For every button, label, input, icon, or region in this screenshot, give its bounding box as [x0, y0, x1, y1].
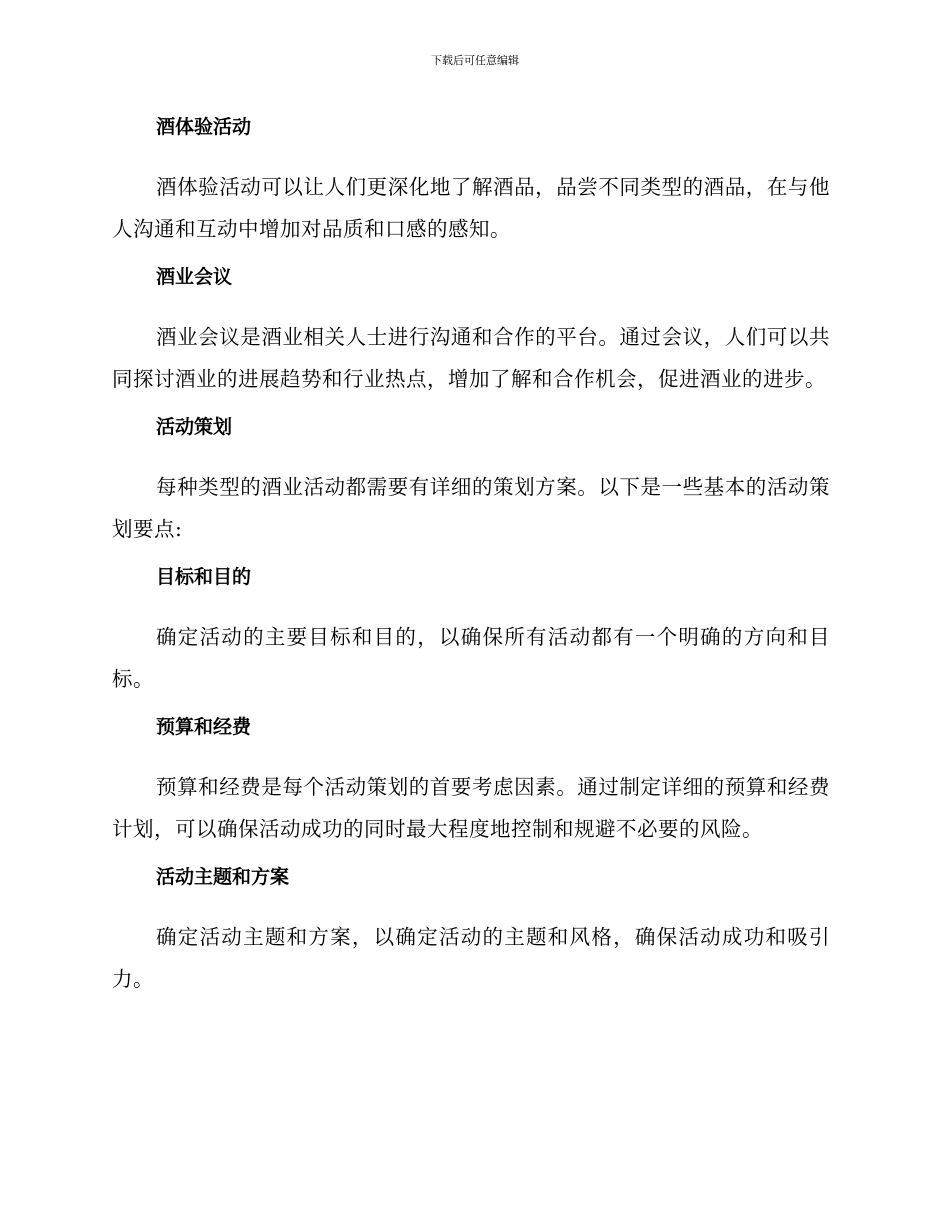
section-paragraph: 每种类型的酒业活动都需要有详细的策划方案。以下是一些基本的活动策划要点:: [112, 475, 830, 541]
section-heading: 目标和目的: [156, 566, 252, 588]
section-heading: 酒体验活动: [156, 116, 252, 138]
section-heading: 预算和经费: [156, 716, 252, 738]
section-paragraph: 确定活动主题和方案，以确定活动的主题和风格，确保活动成功和吸引力。: [112, 925, 830, 991]
page-header: 下载后可任意编辑: [431, 54, 519, 67]
section-paragraph: 酒业会议是酒业相关人士进行沟通和合作的平台。通过会议，人们可以共同探讨酒业的进展趋势和行业热点，增加了解和合作机会，促进酒业的进步。: [112, 325, 830, 391]
section-theme: [112, 860, 830, 1000]
section-paragraph: 预算和经费是每个活动策划的首要考虑因素。通过制定详细的预算和经费计划，可以确保活动成功的同时最大程度地控制和规避不必要的风险。: [112, 775, 830, 841]
section-heading: 活动策划: [156, 416, 233, 438]
section-wine-experience: [112, 110, 830, 250]
section-budget: [112, 710, 830, 850]
section-paragraph: 确定活动的主要目标和目的，以确保所有活动都有一个明确的方向和目标。: [112, 625, 830, 691]
section-event-planning: [112, 410, 830, 550]
document-body: [112, 110, 830, 1010]
section-heading: 酒业会议: [156, 266, 233, 288]
section-paragraph: 酒体验活动可以让人们更深化地了解酒品，品尝不同类型的酒品，在与他人沟通和互动中增加对品质和口感的感知。: [112, 175, 830, 241]
section-heading: 活动主题和方案: [156, 866, 290, 888]
section-goals: [112, 560, 830, 700]
section-wine-conference: [112, 260, 830, 400]
